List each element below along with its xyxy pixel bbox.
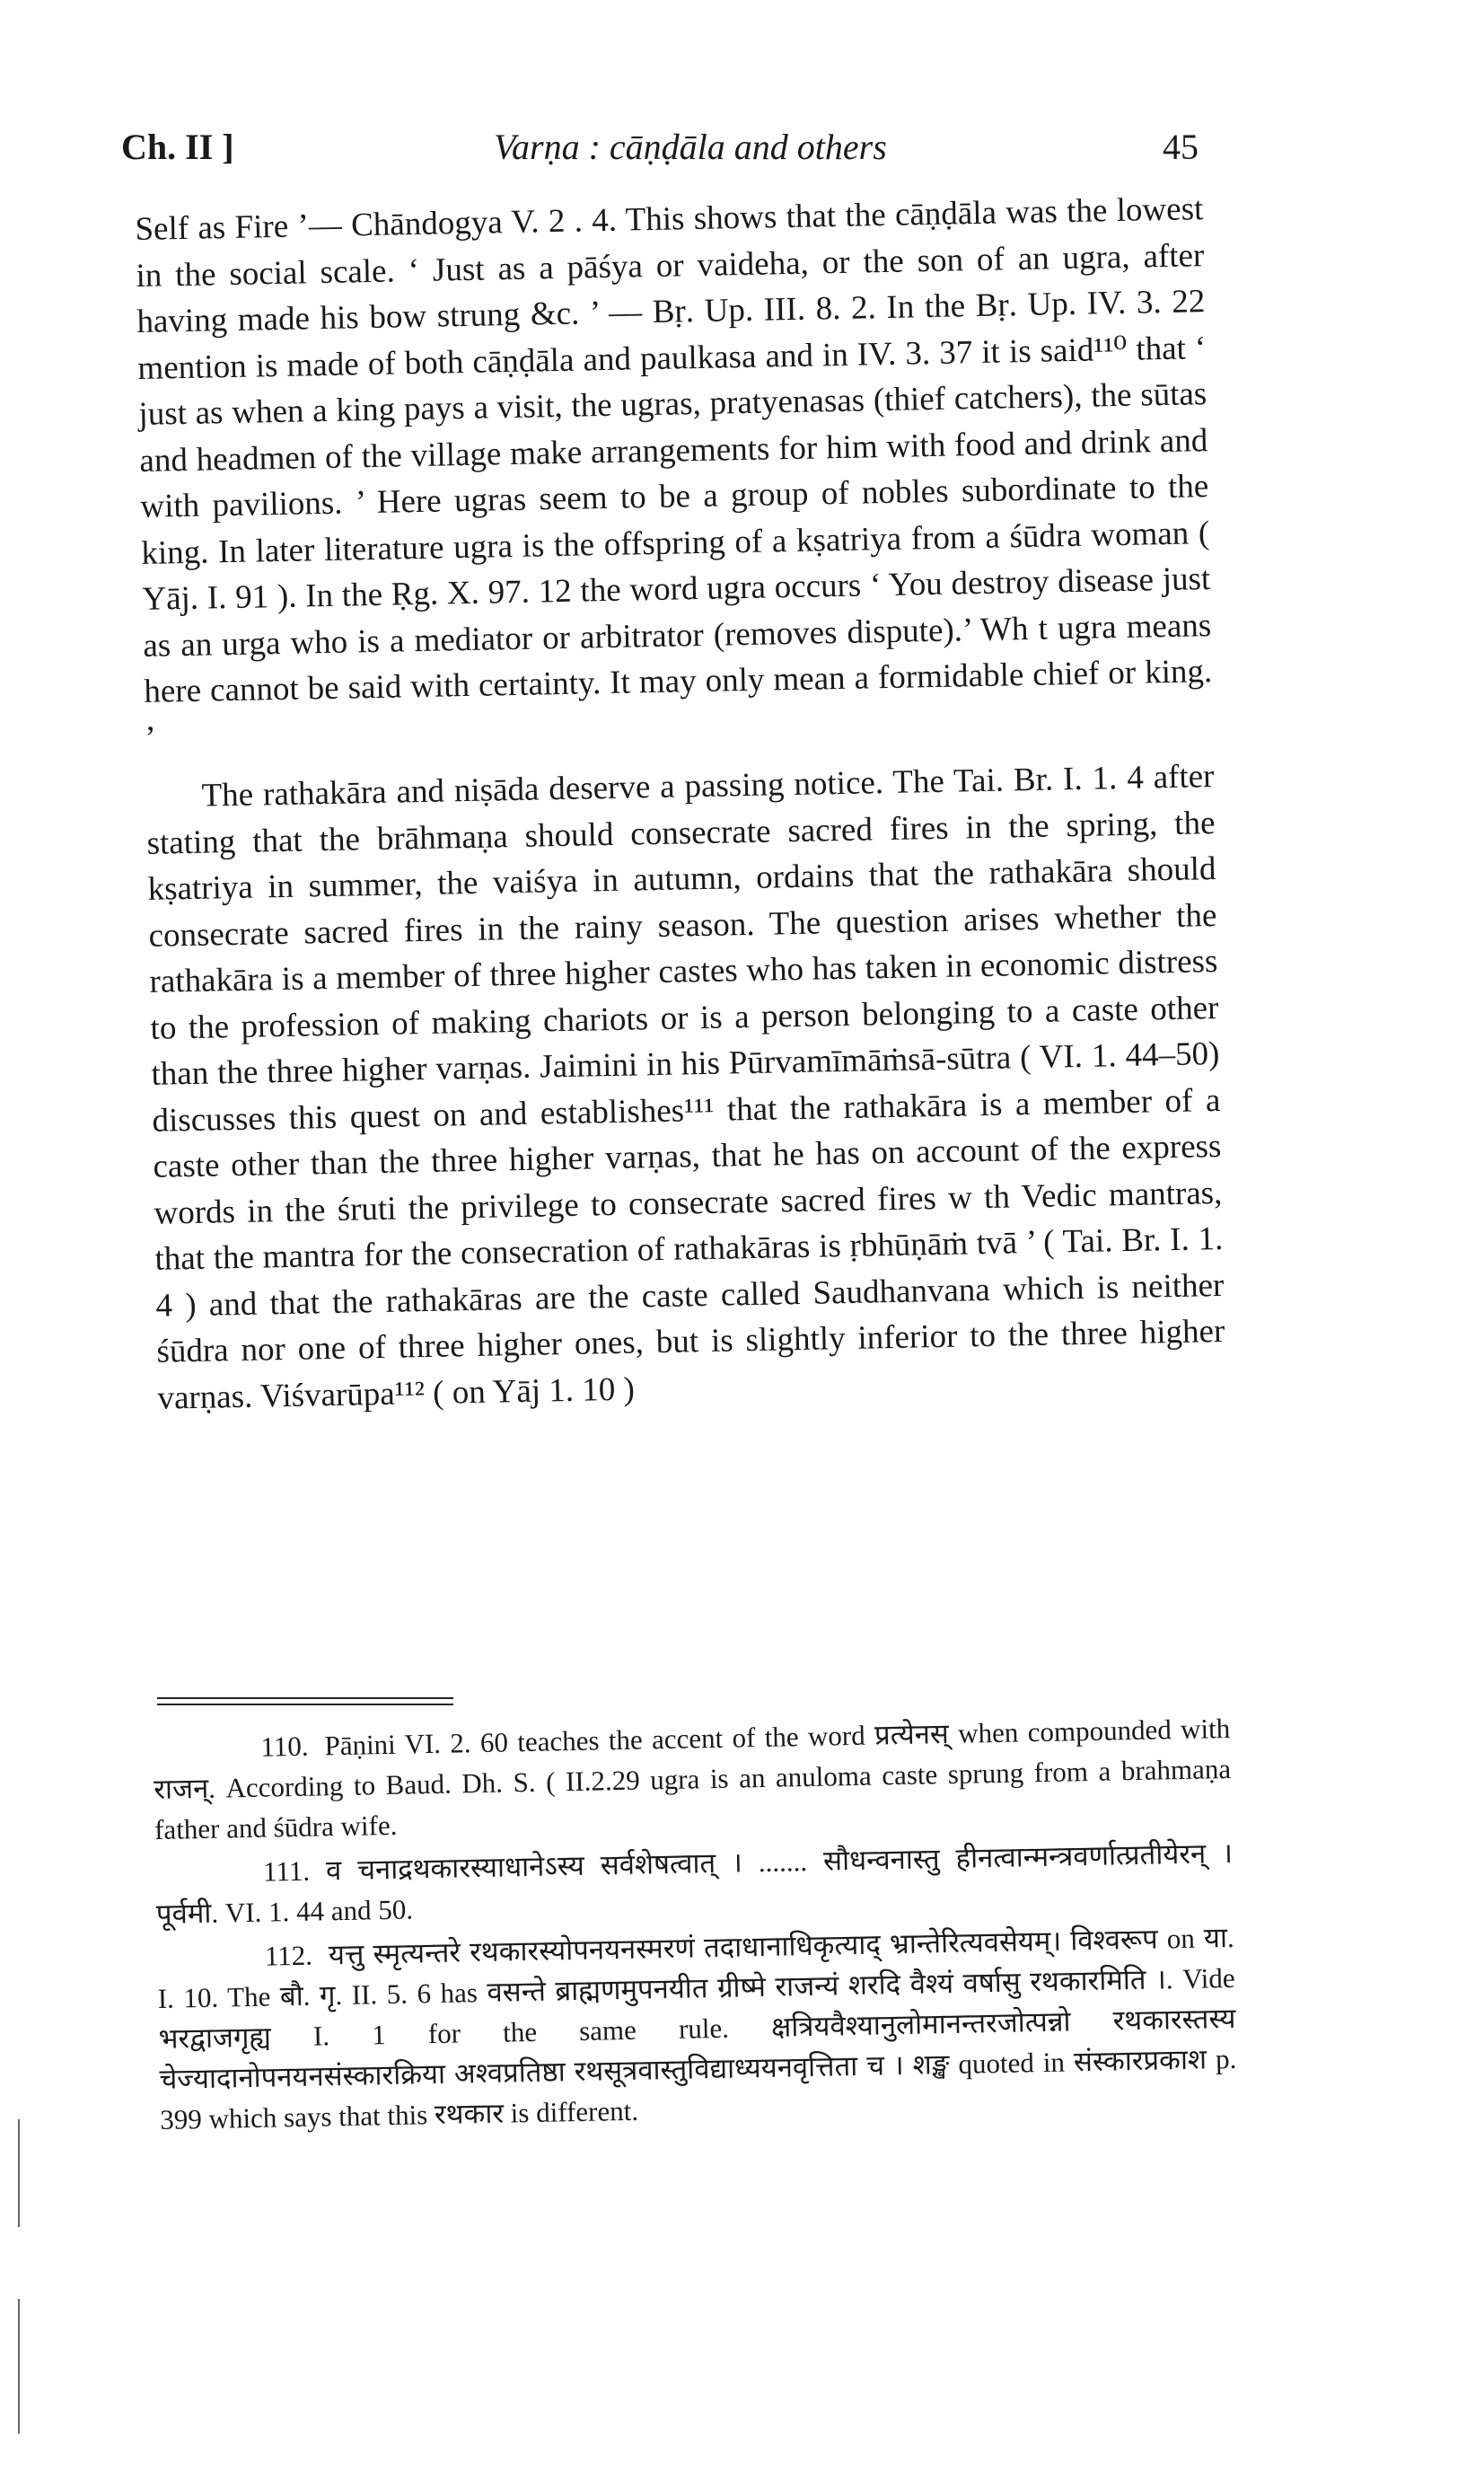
footnotes [153, 1708, 1238, 2144]
footnote-text: यत्तु स्मृत्यन्तरे रथकारस्योपनयनस्मरणं तदाधानाधिकृत्याद् भ्रान्तेरित्यवसेयम्। विश्वरूप on या. I. 10. The बौ. गृ. II. 5. 6 has वसन्ते ब्राह्मणमुपनयीत ग्रीष्मे राजन्यं शरदि वैश्यं वर्षासु रथकारमिति ।. Vide भरद्वाजगृह्य I. 1 for the same rule. क्षत्रियवैश्यानुलोमानन्तरजोत्पन्नो रथकारस्तस्य चेज्यादानोपनयनसंस्कारक्रिया अश्वप्रतिष्ठा रथसूत्रवास्तुविद्याध्ययनवृत्तिता च । शङ्ख quoted in संस्कारप्रकाश p. 399 which says that this रथकार is different. [157, 1921, 1237, 2135]
footnote-rule-top [157, 1697, 453, 1699]
scan-edge-mark [18, 2299, 20, 2434]
running-title: Varṇa : cāṇḍāla and others [494, 127, 887, 167]
footnote-112 [156, 1917, 1237, 2140]
running-header [121, 126, 1199, 180]
main-text [135, 186, 1226, 1422]
scan-edge-mark [18, 2119, 20, 2227]
footnote-rule-bottom [157, 1704, 453, 1705]
footnote-number: 111. [262, 1854, 311, 1888]
footnote-110 [153, 1708, 1232, 1850]
footnote-number: 110. [260, 1730, 309, 1763]
page-number: 45 [1163, 127, 1199, 167]
footnote-text: Pāṇini VI. 2. 60 teaches the accent of the word प्रत्येनस् when compounded with राजन्. According to Baud. Dh. S. ( II.2.29 ugra is an anuloma caste sprung from a brahmaṇa father and śūdra wife. [153, 1712, 1232, 1845]
footnote-number: 112. [264, 1939, 313, 1972]
paragraph-2: The rathakāra and niṣāda deserve a passing notice. The Tai. Br. I. 1. 4 after stating that the brāhmaṇa should consecrate sacred fires in the spring, the kṣatriya in summer, the vaiśya in autumn, ordains that the rathakāra should consecrate sacred fires in the rainy season. The question arises whether the rathakāra is a member of three higher castes who has taken in economic distress to the profession of making chariots or is a person belonging to a caste other than the three higher varṇas. Jaimini in his Pūrvamīmāṁsā-sūtra ( VI. 1. 44–50) discusses this quest on and establishes¹¹¹ that the rathakāra is a member of a caste other than the three higher varṇas, that he has on account of the express words in the śruti the privilege to consecrate sacred fires w th Vedic mantras, that the mantra for the consecration of rathakāras is ṛbhūṇāṁ tvā ’ ( Tai. Br. I. 1. 4 ) and that the rathakāras are the caste called Saudhanvana which is neither śūdra nor one of three higher ones, but is slightly inferior to the three higher varṇas. Viśvarūpa¹¹² ( on Yāj 1. 10 ) [146, 758, 1225, 1417]
paragraph-1: Self as Fire ’— Chāndogya V. 2 . 4. This shows that the cāṇḍāla was the lowest in the social scale. ‘ Just as a pāśya or vaideha, or the son of an ugra, after having made his bow strung &c. ’ — Bṛ. Up. III. 8. 2. In the Bṛ. Up. IV. 3. 22 mention is made of both cāṇḍāla and paulkasa and in IV. 3. 37 it is said¹¹⁰ that ‘ just as when a king pays a visit, the ugras, pratyenasas (thief catchers), the sūtas and headmen of the village make arrangements for him with food and drink and with pavilions. ’ Here ugras seem to be a group of nobles subordinate to the king. In later literature ugra is the offspring of a kṣatriya from a śūdra woman ( Yāj. I. 91 ). In the Ṛg. X. 97. 12 the word ugra occurs ‘ You destroy disease just as an urga who is a mediator or arbitrator (removes dispute).’ Wh t ugra means here cannot be said with certainty. It may only mean a formidable chief or king. ’ [135, 190, 1213, 757]
footnote-text: व चनाद्रथकारस्याधानेऽस्य सर्वशेषत्वात् । ....... सौधन्वनास्तु हीनत्वान्मन्त्रवर्णात्प्रतीयेरन् । पूर्वमी. VI. 1. 44 and 50. [155, 1836, 1234, 1930]
chapter-label: Ch. II ] [121, 127, 234, 167]
footnote-111 [155, 1833, 1234, 1934]
